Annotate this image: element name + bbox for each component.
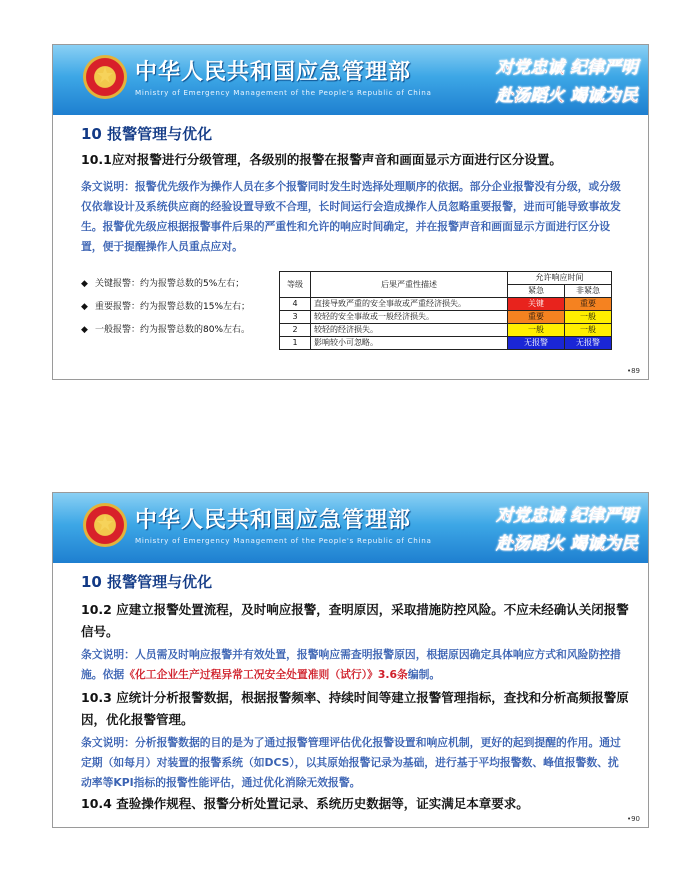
priority-cell: 无报警 — [508, 337, 565, 350]
table-row: 1 影响较小可忽略。 无报警 无报警 — [280, 337, 612, 350]
national-emblem-icon — [83, 503, 127, 547]
priority-cell: 重要 — [565, 298, 612, 311]
clause-10-1: 10.1应对报警进行分级管理，各级别的报警在报警声音和画面显示方面进行区分设置。 — [81, 152, 562, 167]
clause-note-10-2: 条文说明：人员需及时响应报警并有效处置，报警响应需查明报警原因，根据原因确定具体响应方式和风险防控措施。依据《化工企业生产过程异常工况安全处置准则（试行）》3.6条编制。 — [81, 648, 621, 681]
priority-cell: 一般 — [508, 324, 565, 337]
ministry-name-cn: 中华人民共和国应急管理部 — [135, 508, 412, 533]
table-row: 4 直接导致严重的安全事故或严重经济损失。 关键 重要 — [280, 298, 612, 311]
slogan-line-2: 赴汤蹈火 竭诚为民 — [496, 534, 638, 554]
clause-10-4: 10.4 查验操作规程、报警分析处置记录、系统历史数据等，证实满足本章要求。 — [81, 796, 529, 811]
slogan-line-1: 对党忠诚 纪律严明 — [496, 58, 638, 78]
header-non-urgent: 非紧急 — [565, 285, 612, 298]
clause-10-3: 10.3 应统计分析报警数据，根据报警频率、持续时间等建立报警管理指标，查找和分析高频报警原因，优化报警管理。 — [81, 690, 629, 727]
priority-cell: 一般 — [565, 324, 612, 337]
list-item: ◆ 重要报警：约为报警总数的15%左右； — [81, 302, 251, 312]
header-response-time: 允许响应时间 — [508, 272, 612, 285]
clause-note-10-1: 条文说明：报警优先级作为操作人员在多个报警同时发生时选择处理顺序的依据。部分企业报警没有分级，或分级仅依靠设计及系统供应商的经验设置导致不合理，长时间运行会造成操作人员忽略重要报警，进而可能导致事故发生。报警优先级应根据报警事件后果的严重性和允许的响应时间确定，并在报警声音和画面显示方面进行区分设置，便于提醒操作人员重点应对。 — [81, 180, 621, 253]
header-level: 等级 — [280, 272, 311, 298]
clause-10-2: 10.2 应建立报警处置流程，及时响应报警，查明原因，采取措施防控风险。不应未经确认关闭报警信号。 — [81, 602, 629, 639]
list-item: ◆ 一般报警：约为报警总数的80%左右。 — [81, 325, 251, 335]
table-row: 3 较轻的安全事故或一般经济损失。 重要 一般 — [280, 311, 612, 324]
section-title: 10 报警管理与优化 — [81, 573, 213, 591]
section-title: 10 报警管理与优化 — [81, 125, 213, 143]
header-urgent: 紧急 — [508, 285, 565, 298]
alarm-priority-table — [279, 271, 612, 350]
ministry-name-en: Ministry of Emergency Management of the People's Republic of China — [135, 88, 432, 97]
priority-cell: 无报警 — [565, 337, 612, 350]
slogan-line-1: 对党忠诚 纪律严明 — [496, 506, 638, 526]
table-row: 2 较轻的经济损失。 一般 一般 — [280, 324, 612, 337]
clause-note-10-3: 条文说明：分析报警数据的目的是为了通过报警管理评估优化报警设置和响应机制，更好的起到提醒的作用。通过定期（如每月）对装置的报警系统（如DCS），以其原始报警记录为基础，进行基于平均报警数、峰值报警数、扰动率等KPI指标的报警性能评估，通过优化消除无效报警。 — [81, 736, 621, 789]
ministry-banner — [53, 493, 648, 563]
page-number: •89 — [626, 367, 640, 375]
page-number: •90 — [626, 815, 640, 823]
regulation-reference: 《化工企业生产过程异常工况安全处置准则（试行）》3.6条 — [124, 668, 408, 681]
diamond-bullet-icon: ◆ — [81, 325, 88, 335]
priority-cell: 一般 — [565, 311, 612, 324]
slogan-line-2: 赴汤蹈火 竭诚为民 — [496, 86, 638, 106]
header-description: 后果严重性描述 — [311, 272, 508, 298]
national-emblem-icon — [83, 55, 127, 99]
slide-89 — [52, 44, 649, 380]
ministry-banner — [53, 45, 648, 115]
list-item: ◆ 关键报警：约为报警总数的5%左右； — [81, 279, 245, 289]
priority-cell: 重要 — [508, 311, 565, 324]
diamond-bullet-icon: ◆ — [81, 302, 88, 312]
alarm-ratio-list — [81, 277, 250, 346]
ministry-name-cn: 中华人民共和国应急管理部 — [135, 60, 412, 85]
diamond-bullet-icon: ◆ — [81, 279, 88, 289]
slide-90 — [52, 492, 649, 828]
priority-cell: 关键 — [508, 298, 565, 311]
table-header-row — [280, 272, 612, 285]
ministry-name-en: Ministry of Emergency Management of the People's Republic of China — [135, 536, 432, 545]
